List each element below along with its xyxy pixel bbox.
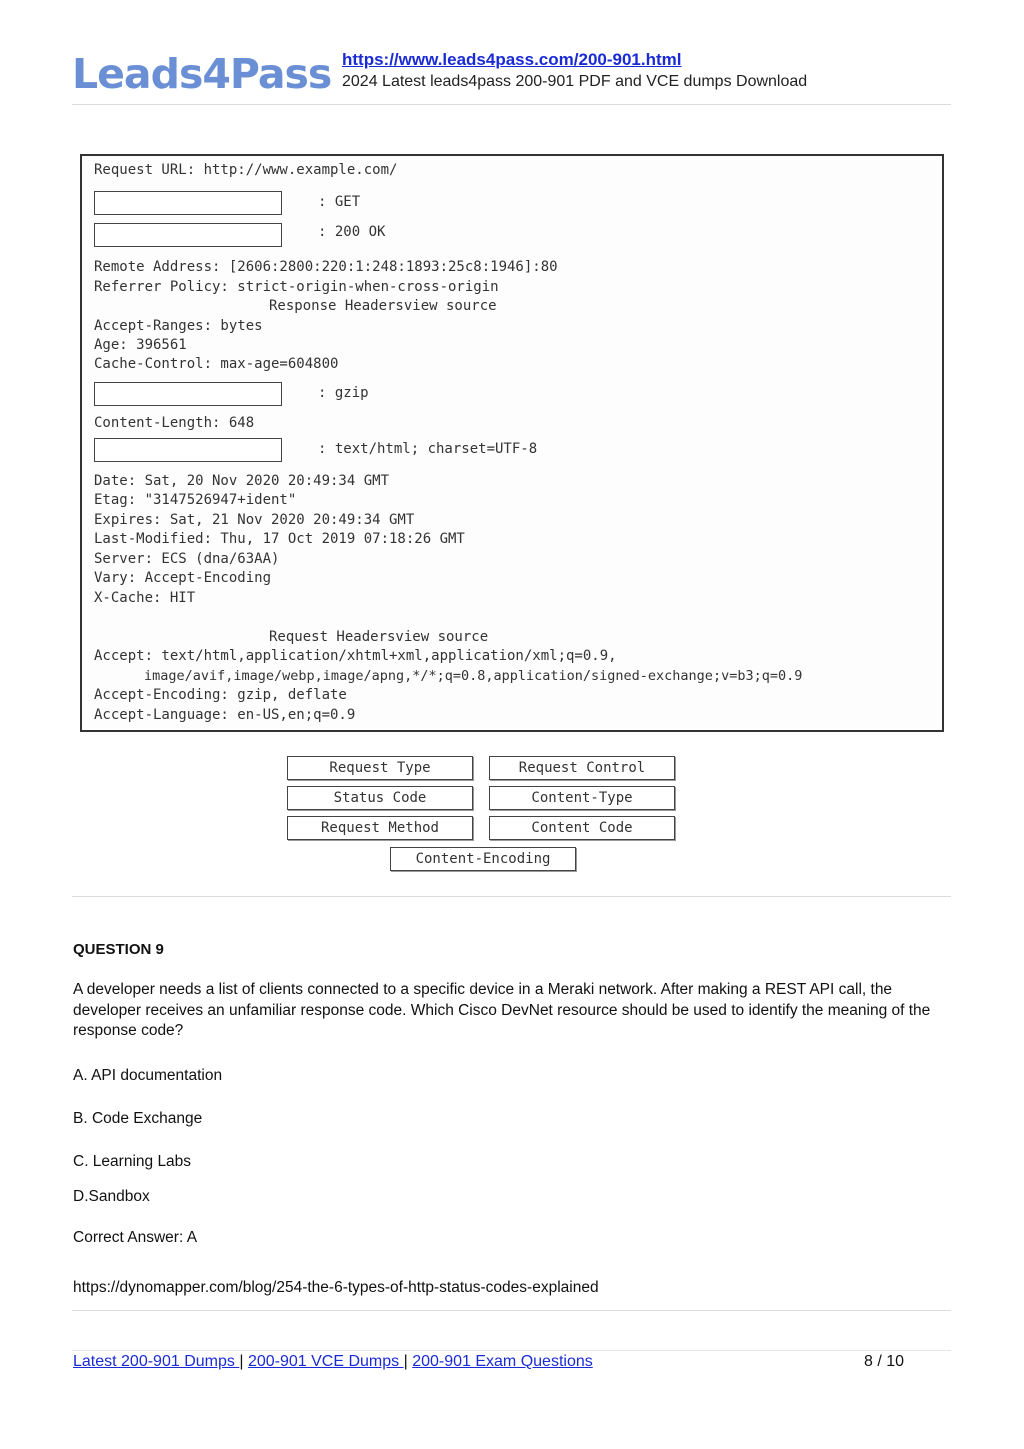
blank-box-2[interactable] [94, 223, 282, 247]
http-headers-figure [80, 154, 944, 732]
type-value: : text/html; charset=UTF-8 [318, 441, 538, 457]
content-length-line: Content-Length: 648 [94, 415, 255, 431]
option-content-type[interactable]: Content-Type [489, 786, 675, 810]
reference-url: https://dynomapper.com/blog/254-the-6-types-of-http-status-codes-explained [73, 1279, 599, 1296]
leads4pass-logo: Leads4Pass [72, 50, 332, 98]
footer-divider [72, 1350, 951, 1351]
vary-line: Vary: Accept-Encoding [94, 570, 272, 586]
footer-separator: | [239, 1353, 244, 1370]
answer-b: B. Code Exchange [73, 1110, 203, 1127]
remote-address-line: Remote Address: [2606:2800:220:1:248:1893:25c8:1946]:80 [94, 259, 558, 275]
accept-language-line: Accept-Language: en-US,en;q=0.9 [94, 707, 356, 723]
x-cache-line: X-Cache: HIT [94, 590, 196, 606]
correct-answer: Correct Answer: A [73, 1229, 198, 1246]
last-modified-line: Last-Modified: Thu, 17 Oct 2019 07:18:26 GMT [94, 531, 465, 547]
option-content-code[interactable]: Content Code [489, 816, 675, 840]
accept-ranges-line: Accept-Ranges: bytes [94, 318, 263, 334]
option-status-code[interactable]: Status Code [287, 786, 473, 810]
blank-box-3[interactable] [94, 382, 282, 406]
option-request-control[interactable]: Request Control [489, 756, 675, 780]
blank-box-4[interactable] [94, 438, 282, 462]
header-url-link[interactable]: https://www.leads4pass.com/200-901.html [342, 50, 682, 69]
answer-a: A. API documentation [73, 1067, 223, 1084]
answer-c: C. Learning Labs [73, 1153, 192, 1170]
cache-control-line: Cache-Control: max-age=604800 [94, 356, 339, 372]
expires-line: Expires: Sat, 21 Nov 2020 20:49:34 GMT [94, 512, 415, 528]
referrer-policy-line: Referrer Policy: strict-origin-when-cross-origin [94, 279, 499, 295]
option-request-type[interactable]: Request Type [287, 756, 473, 780]
accept-line-2: image/avif,image/webp,image/apng,*/*;q=0.8,application/signed-exchange;v=b3;q=0.9 [144, 668, 803, 684]
option-content-encoding[interactable]: Content-Encoding [390, 847, 576, 871]
blank-box-1[interactable] [94, 191, 282, 215]
method-value: : GET [318, 194, 361, 210]
answer-d: D.Sandbox [73, 1188, 150, 1205]
server-line: Server: ECS (dna/63AA) [94, 551, 280, 567]
status-value: : 200 OK [318, 224, 386, 240]
footer-link-dumps[interactable]: Latest 200-901 Dumps [73, 1353, 240, 1370]
footer-separator: | [403, 1353, 408, 1370]
date-line: Date: Sat, 20 Nov 2020 20:49:34 GMT [94, 473, 390, 489]
footer-link-vce[interactable]: 200-901 VCE Dumps [247, 1353, 404, 1370]
accept-line-1: Accept: text/html,application/xhtml+xml,application/xml;q=0.9, [94, 648, 617, 664]
header-divider [72, 104, 951, 105]
option-request-method[interactable]: Request Method [287, 816, 473, 840]
response-headers-title: Response Headersview source [269, 298, 497, 314]
age-line: Age: 396561 [94, 337, 187, 353]
question-text: A developer needs a list of clients connected to a specific device in a Meraki network. After making a REST API call, the developer receives an unfamiliar response code. Which Cisco DevNet resource should be used to identify the meaning of the response code? [73, 981, 931, 1039]
request-headers-title: Request Headersview source [269, 629, 489, 645]
question-title: QUESTION 9 [73, 941, 164, 958]
section-divider [72, 896, 951, 897]
etag-line: Etag: "3147526947+ident" [94, 492, 297, 508]
encoding-value: : gzip [318, 385, 369, 401]
accept-encoding-line: Accept-Encoding: gzip, deflate [94, 687, 347, 703]
page-number: 8 / 10 [864, 1353, 905, 1370]
footer-links [73, 1353, 593, 1371]
footer-link-questions[interactable]: 200-901 Exam Questions [412, 1353, 593, 1370]
request-url-line: Request URL: http://www.example.com/ [94, 162, 398, 178]
footer-divider-top [72, 1310, 951, 1311]
header-subtitle: 2024 Latest leads4pass 200-901 PDF and VCE dumps Download [342, 73, 808, 90]
